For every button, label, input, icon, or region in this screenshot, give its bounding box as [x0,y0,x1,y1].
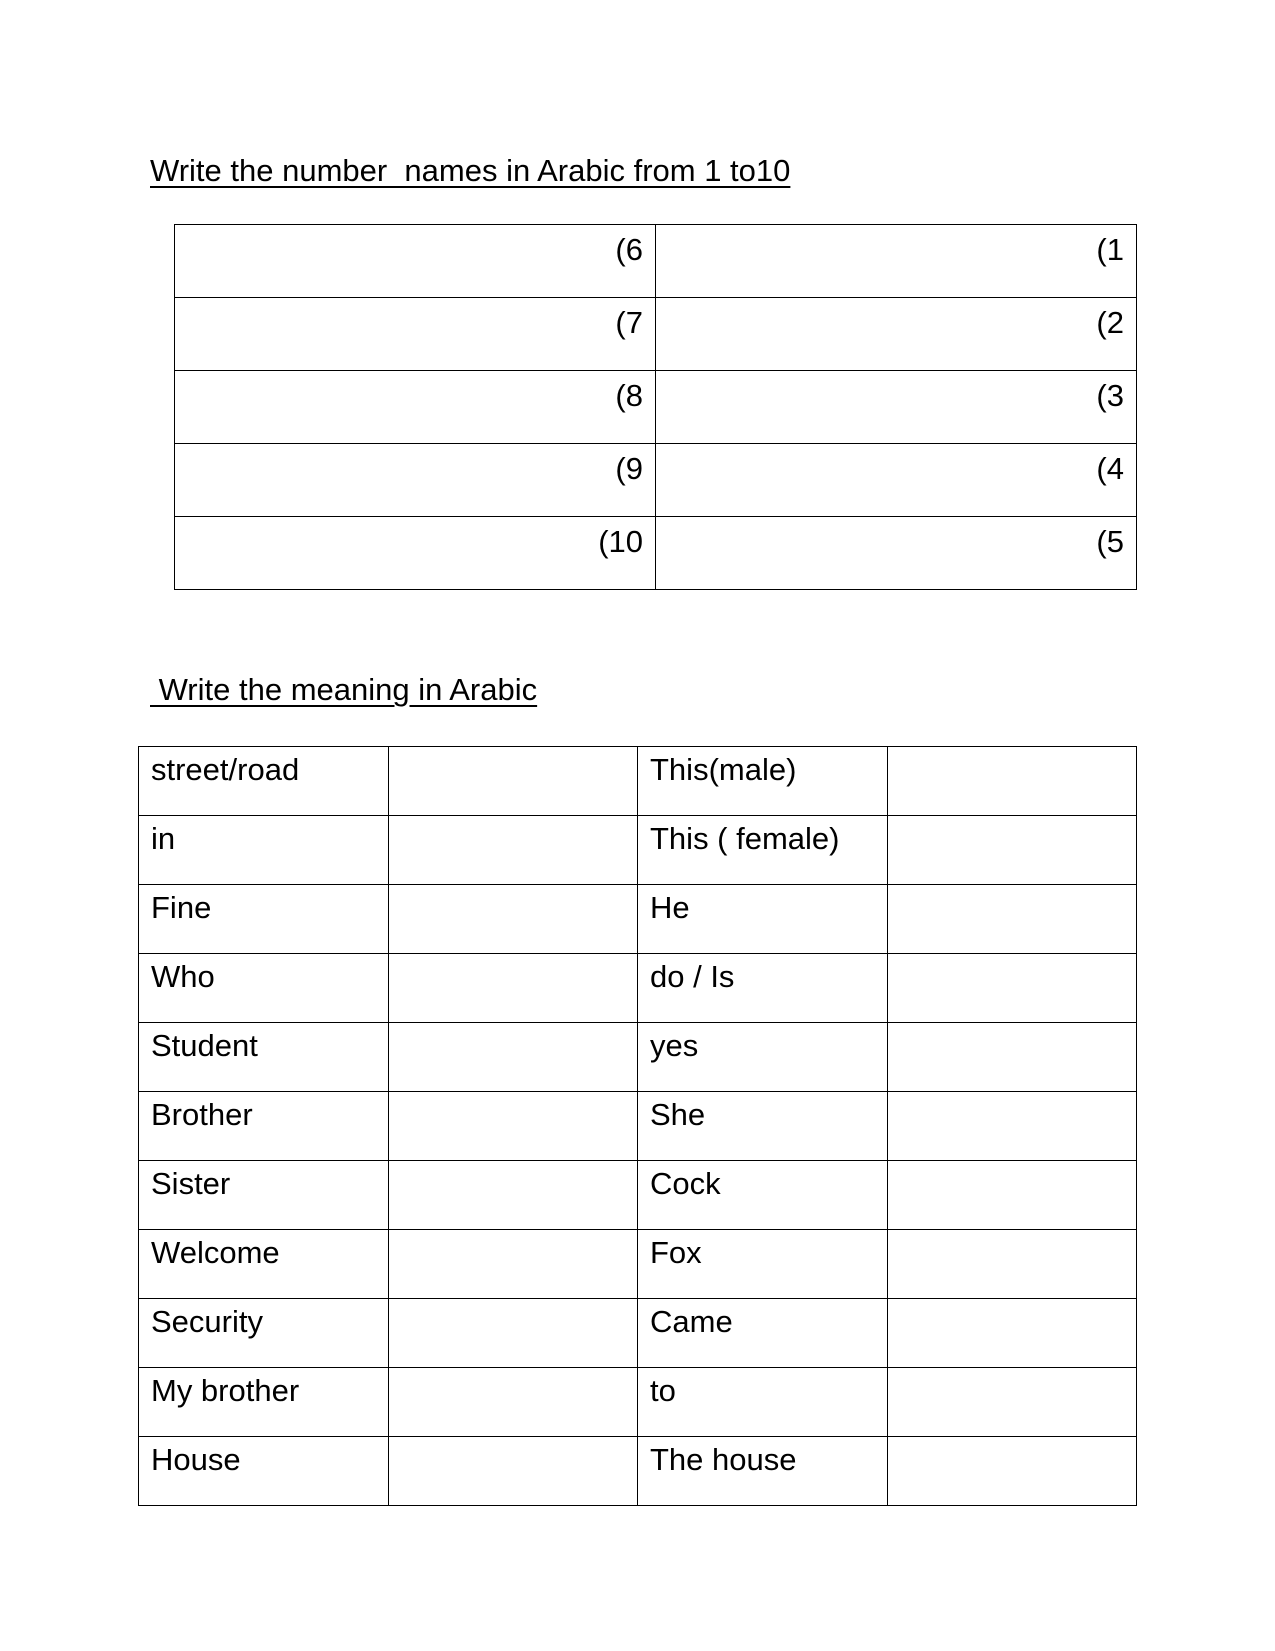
english-word: Came [638,1299,888,1368]
table-row [139,1023,1137,1092]
answer-cell[interactable] [887,1023,1137,1092]
table-row [139,1161,1137,1230]
answer-cell[interactable] [887,1230,1137,1299]
table-row [139,885,1137,954]
english-word: Cock [638,1161,888,1230]
answer-cell[interactable] [887,1368,1137,1437]
answer-cell[interactable] [388,885,638,954]
english-word: Sister [139,1161,389,1230]
number-cell[interactable]: (6 [175,225,656,298]
table-row [139,954,1137,1023]
english-word: This(male) [638,747,888,816]
english-word: street/road [139,747,389,816]
english-word: He [638,885,888,954]
numbers-heading: Write the number names in Arabic from 1 to10 [150,153,791,188]
answer-cell[interactable] [388,954,638,1023]
table-row [139,1368,1137,1437]
table-row [175,225,1137,298]
answer-cell[interactable] [388,1092,638,1161]
english-word: yes [638,1023,888,1092]
table-row [175,371,1137,444]
answer-cell[interactable] [388,1368,638,1437]
number-cell[interactable]: (9 [175,444,656,517]
answer-cell[interactable] [388,816,638,885]
english-word: do / Is [638,954,888,1023]
english-word: Who [139,954,389,1023]
answer-cell[interactable] [887,1437,1137,1506]
answer-cell[interactable] [388,1437,638,1506]
english-word: This ( female) [638,816,888,885]
table-row [139,747,1137,816]
english-word: Student [139,1023,389,1092]
answer-cell[interactable] [887,816,1137,885]
english-word: The house [638,1437,888,1506]
english-word: She [638,1092,888,1161]
number-cell[interactable]: (8 [175,371,656,444]
answer-cell[interactable] [887,885,1137,954]
english-word: My brother [139,1368,389,1437]
english-word: Fine [139,885,389,954]
number-cell[interactable]: (4 [656,444,1137,517]
answer-cell[interactable] [887,747,1137,816]
number-cell[interactable]: (10 [175,517,656,590]
table-row [139,1299,1137,1368]
table-row [139,1230,1137,1299]
table-row [175,517,1137,590]
table-row [175,444,1137,517]
english-word: Security [139,1299,389,1368]
number-cell[interactable]: (7 [175,298,656,371]
table-row [139,816,1137,885]
english-word: Brother [139,1092,389,1161]
answer-cell[interactable] [388,1230,638,1299]
english-word: House [139,1437,389,1506]
answer-cell[interactable] [887,1092,1137,1161]
answer-cell[interactable] [388,1299,638,1368]
answer-cell[interactable] [388,747,638,816]
number-cell[interactable]: (2 [656,298,1137,371]
answer-cell[interactable] [388,1161,638,1230]
numbers-table [174,224,1137,590]
number-cell[interactable]: (5 [656,517,1137,590]
english-word: in [139,816,389,885]
english-word: Fox [638,1230,888,1299]
answer-cell[interactable] [887,1161,1137,1230]
table-row [175,298,1137,371]
answer-cell[interactable] [388,1023,638,1092]
english-word: Welcome [139,1230,389,1299]
english-word: to [638,1368,888,1437]
vocab-table [138,746,1137,1506]
answer-cell[interactable] [887,954,1137,1023]
meaning-heading: Write the meaning in Arabic [150,672,538,707]
table-row [139,1437,1137,1506]
number-cell[interactable]: (3 [656,371,1137,444]
table-row [139,1092,1137,1161]
number-cell[interactable]: (1 [656,225,1137,298]
answer-cell[interactable] [887,1299,1137,1368]
